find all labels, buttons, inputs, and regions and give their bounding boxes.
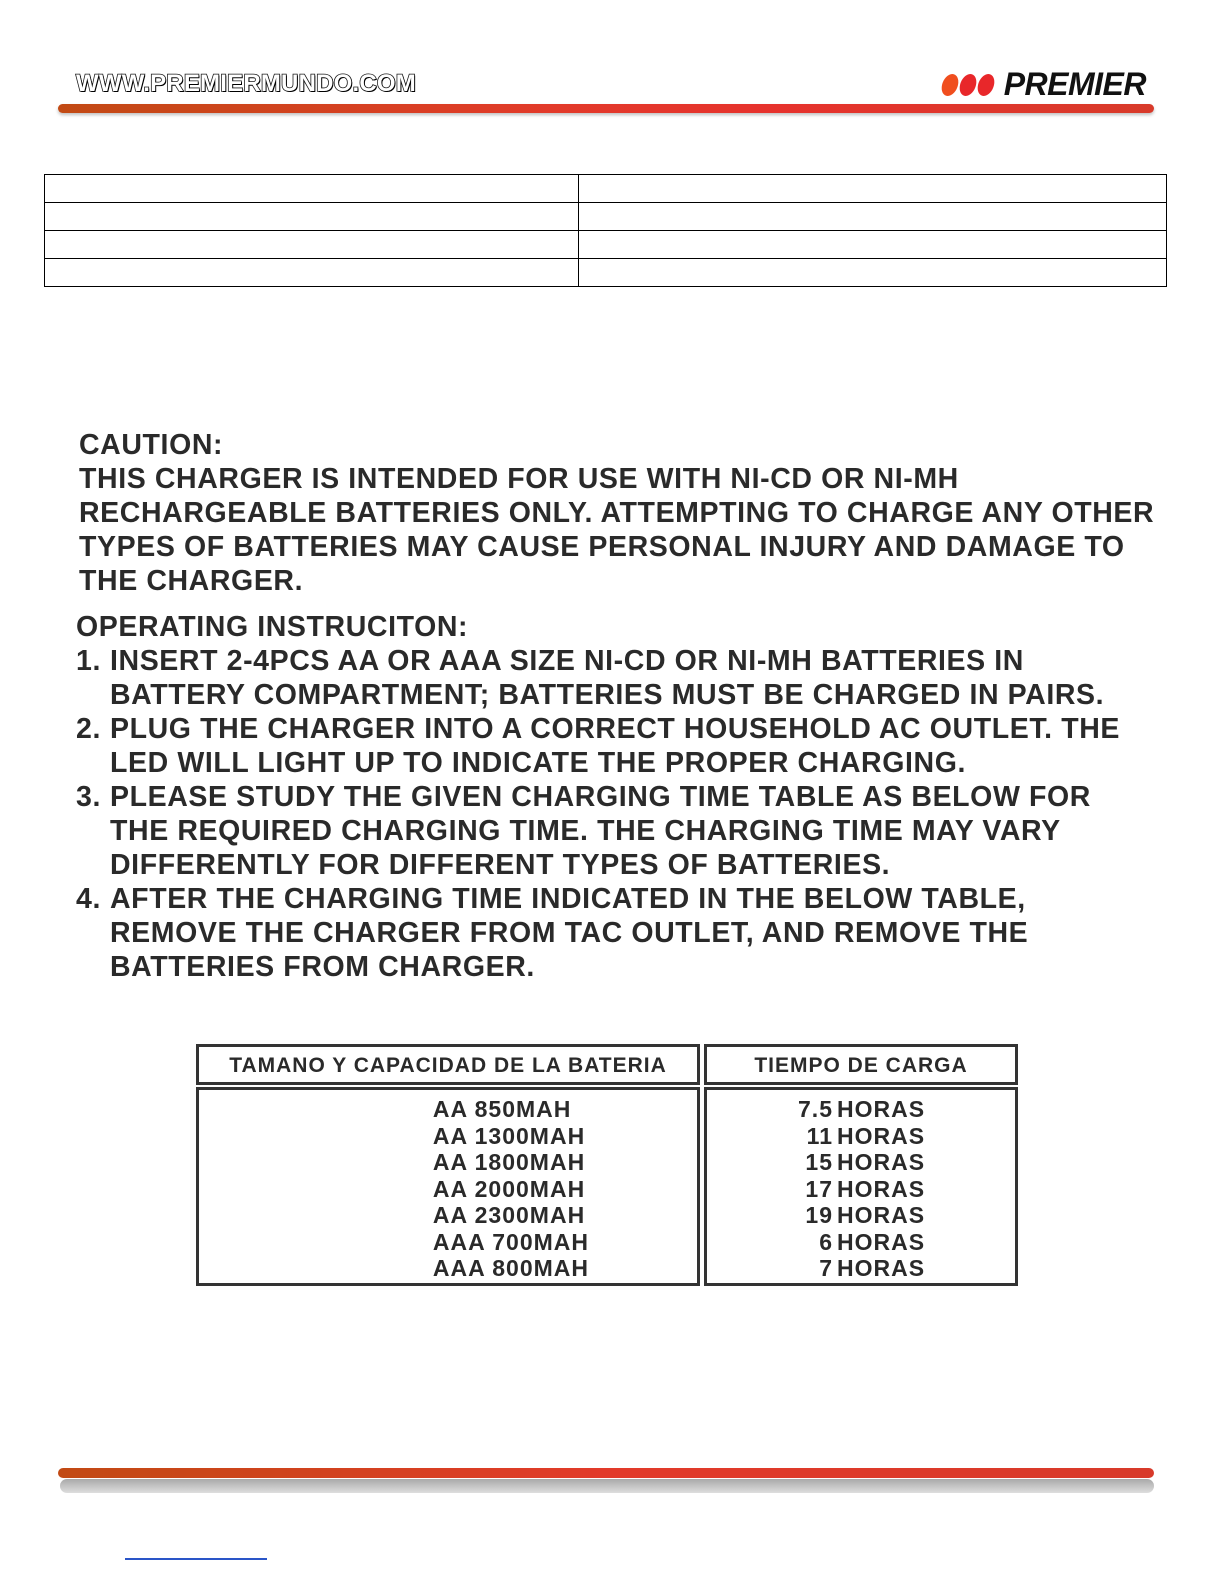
brand-name: PREMIER <box>1003 66 1146 102</box>
battery-value: AA 850MAH <box>432 1096 572 1122</box>
battery-value: AA 2000MAH <box>432 1175 586 1202</box>
table-header-cell <box>196 1044 700 1085</box>
caution-text: THIS CHARGER IS INTENDED FOR USE WITH NI-CD OR NI-MH RECHARGEABLE BATTERIES ONLY. ATTEMPTING TO CHARGE ANY OTHER TYPES OF BATTERIES MAY CAUSE PERSONAL INJURY AND DAMAGE TO THE CHARGER. <box>79 463 1155 597</box>
header-charge-time: TIEMPO DE CARGA <box>754 1054 968 1077</box>
hours-unit: HORAS <box>837 1202 926 1228</box>
table-row <box>433 1096 589 1123</box>
table-row <box>791 1096 925 1123</box>
step-number: 4. <box>76 883 101 915</box>
table-row <box>791 1202 925 1229</box>
table-cell <box>45 203 579 231</box>
empty-table <box>44 174 1167 287</box>
table-cell <box>579 203 1167 231</box>
table-row <box>791 1255 925 1282</box>
battery-value: AAA 700MAH <box>432 1228 589 1255</box>
time-list <box>791 1096 925 1282</box>
hours-value: 7 <box>819 1255 833 1281</box>
table-row <box>433 1149 589 1176</box>
hours-value: 11 <box>806 1122 833 1149</box>
header-battery-size: TAMANO Y CAPACIDAD DE LA BATERIA <box>229 1054 667 1077</box>
list-item <box>76 780 1156 882</box>
brand-logo <box>942 66 1146 103</box>
footer-link-underline[interactable] <box>125 1558 267 1560</box>
battery-value: AAA 800MAH <box>432 1255 589 1281</box>
list-item <box>76 882 1156 984</box>
table-row <box>45 231 1167 259</box>
table-row <box>433 1255 589 1282</box>
table-cell <box>579 231 1167 259</box>
table-row <box>45 259 1167 287</box>
brand-dots-icon <box>942 74 996 96</box>
hours-value: 15 <box>805 1149 833 1175</box>
list-item <box>76 712 1156 780</box>
hours-value: 17 <box>805 1175 833 1202</box>
table-row <box>791 1123 925 1150</box>
step-text: AFTER THE CHARGING TIME INDICATED IN THE BELOW TABLE, REMOVE THE CHARGER FROM TAC OUTLET, AND REMOVE THE BATTERIES FROM CHARGER. <box>110 883 1029 983</box>
table-cell <box>579 259 1167 287</box>
table-header-cell <box>704 1044 1018 1085</box>
table-cell <box>45 175 579 203</box>
operating-heading: OPERATING INSTRUCITON: <box>76 611 469 643</box>
brand-dot <box>975 74 996 96</box>
hours-unit: HORAS <box>837 1175 926 1202</box>
table-cell <box>45 231 579 259</box>
table-row <box>433 1176 589 1203</box>
battery-list <box>433 1096 589 1282</box>
hours-unit: HORAS <box>837 1228 926 1255</box>
hours-unit: HORAS <box>837 1122 926 1149</box>
caution-heading: CAUTION: <box>79 429 224 461</box>
hours-unit: HORAS <box>837 1149 926 1175</box>
table-row <box>791 1149 925 1176</box>
step-number: 1. <box>76 645 101 677</box>
hours-value: 7.5 <box>798 1096 833 1122</box>
battery-value: AA 1800MAH <box>432 1149 586 1175</box>
step-number: 3. <box>76 781 101 813</box>
table-cell <box>579 175 1167 203</box>
site-url[interactable]: WWW.PREMIERMUNDO.COM <box>76 70 416 97</box>
step-number: 2. <box>76 713 101 745</box>
battery-column <box>196 1087 700 1286</box>
hours-unit: HORAS <box>837 1255 926 1281</box>
charging-time-table <box>196 1044 1018 1286</box>
table-row <box>45 175 1167 203</box>
brand-dot <box>957 74 978 96</box>
table-row <box>791 1229 925 1256</box>
table-row <box>433 1123 589 1150</box>
operating-steps <box>76 644 1156 984</box>
table-row <box>791 1176 925 1203</box>
brand-dot <box>939 74 960 96</box>
battery-value: AA 2300MAH <box>432 1202 586 1228</box>
list-item <box>76 644 1156 712</box>
hours-value: 19 <box>805 1202 833 1228</box>
table-row <box>45 203 1167 231</box>
step-text: PLEASE STUDY THE GIVEN CHARGING TIME TABLE AS BELOW FOR THE REQUIRED CHARGING TIME. THE CHARGING TIME MAY VARY DIFFERENTLY FOR DIFFERENT TYPES OF BATTERIES. <box>110 781 1091 881</box>
step-text: INSERT 2-4PCS AA OR AAA SIZE NI-CD OR NI-MH BATTERIES IN BATTERY COMPARTMENT; BATTERIES MUST BE CHARGED IN PAIRS. <box>110 645 1105 711</box>
hours-value: 6 <box>819 1228 833 1255</box>
table-row <box>433 1202 589 1229</box>
footer-shadow <box>60 1479 1154 1493</box>
table-row <box>433 1229 589 1256</box>
hours-unit: HORAS <box>837 1096 926 1122</box>
battery-value: AA 1300MAH <box>432 1122 586 1149</box>
header-divider <box>58 104 1154 113</box>
table-cell <box>45 259 579 287</box>
step-text: PLUG THE CHARGER INTO A CORRECT HOUSEHOLD AC OUTLET. THE LED WILL LIGHT UP TO INDICATE THE PROPER CHARGING. <box>110 713 1121 779</box>
manual-text <box>76 428 1156 984</box>
footer-divider <box>58 1468 1154 1478</box>
time-column <box>704 1087 1018 1286</box>
